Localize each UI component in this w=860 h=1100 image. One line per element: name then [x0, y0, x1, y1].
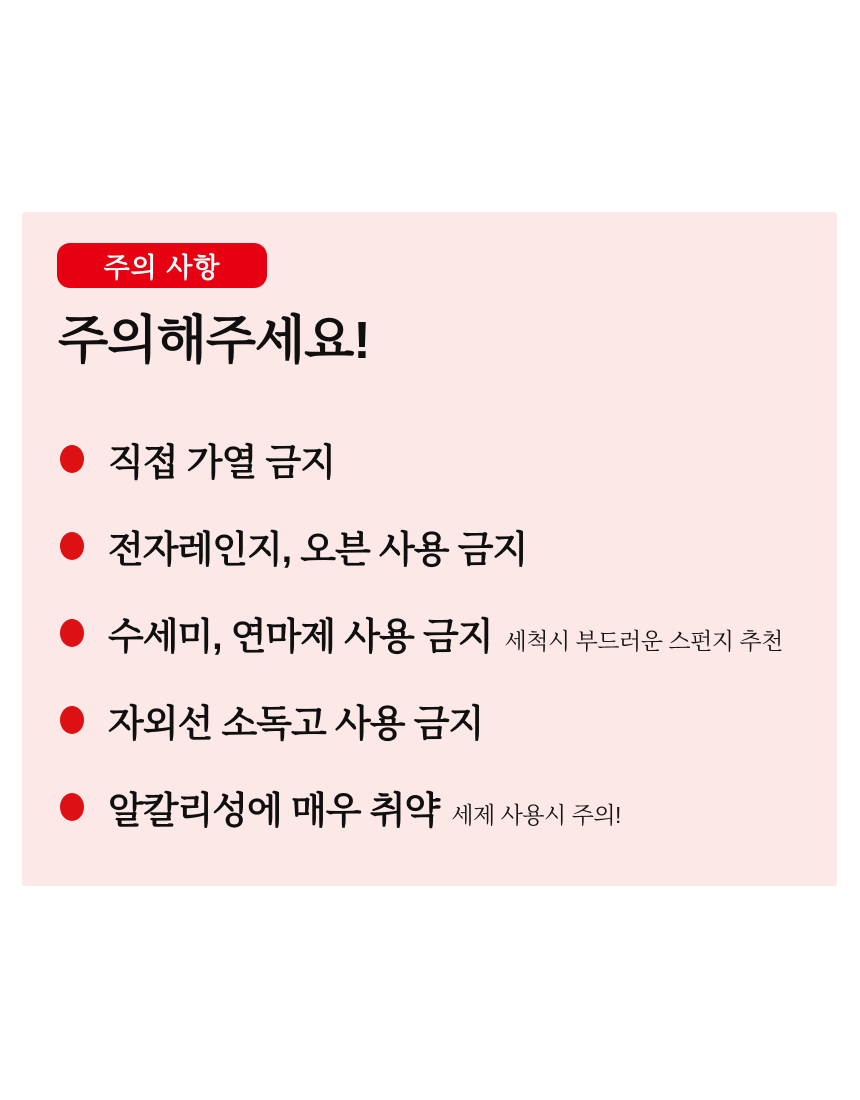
item-text: 알칼리성에 매우 취약 [108, 790, 440, 831]
item-text: 자외선 소독고 사용 금지 [108, 703, 484, 744]
list-item [22, 436, 837, 482]
list-item [22, 784, 837, 830]
item-text: 전자레인지, 오븐 사용 금지 [108, 529, 528, 570]
caution-list [22, 436, 837, 830]
bullet-icon [60, 619, 84, 647]
list-item [22, 610, 837, 656]
bullet-icon [60, 445, 84, 473]
item-note: 세척시 부드러운 스펀지 추천 [504, 628, 783, 654]
item-text: 수세미, 연마제 사용 금지 [108, 616, 493, 657]
caution-card [22, 212, 837, 886]
bullet-icon [60, 706, 84, 734]
bullet-icon [60, 532, 84, 560]
caution-badge-label: 주의 사항 [103, 253, 221, 283]
bullet-icon [60, 793, 84, 821]
caution-badge [57, 243, 267, 288]
item-text: 직접 가열 금지 [108, 442, 336, 483]
page-title: 주의해주세요! [58, 312, 370, 370]
list-item [22, 523, 837, 569]
list-item [22, 697, 837, 743]
item-note: 세제 사용시 주의! [451, 802, 621, 828]
